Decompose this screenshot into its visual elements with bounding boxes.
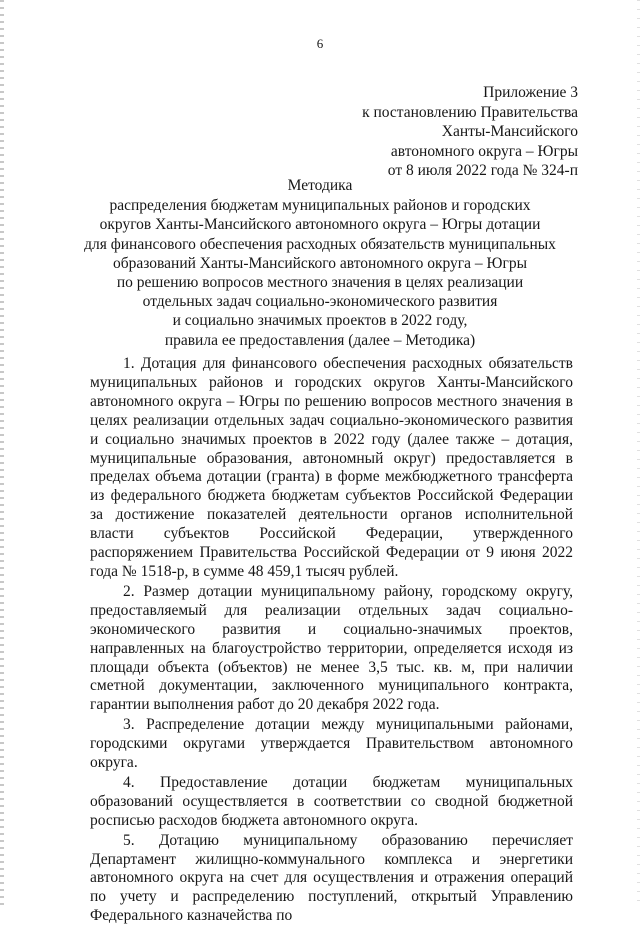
title-line: по решению вопросов местного значения в целях реализации [116,274,524,292]
appendix-line: от 8 июля 2022 года № 324-п [387,162,578,179]
paragraph-2: 2. Размер дотации муниципальному району, городскому округу, предоставляемый для реализации отдельных задач социально-экономического развития и социально-значимых проектов, направленных на благоустройство территории, определяется исходя из площади объекта (объектов) не менее 3,5 тыс. кв. м, при наличии сметной документации, заключенного муниципального контракта, гарантии выполнения работ до 20 декабря 2022 года. [90,582,573,714]
page-number: 6 [316,36,324,51]
document-title: Методика [287,177,353,194]
paragraph-3: 3. Распределение дотации между муниципальными районами, городскими округами утверждается Правительством автономного округа. [90,716,573,772]
appendix-line: Ханты-Мансийского [441,123,578,140]
document-title-block [60,176,580,350]
title-line: для финансового обеспечения расходных обязательств муниципальных [84,235,556,253]
appendix-block [362,83,578,181]
scan-edge-left [0,0,4,905]
appendix-line: Приложение 3 [483,84,578,101]
appendix-line: автономного округа – Югры [390,142,578,160]
body-text [90,355,573,927]
appendix-line: к постановлению Правительства [362,103,578,121]
title-line: и социально значимых проектов в 2022 году, [172,312,468,330]
paragraph-1: 1. Дотация для финансового обеспечения расходных обязательств муниципальных районов и городских округов Ханты-Мансийского автономного округа – Югры по решению вопросов местного значения в целях реализации отдельных задач социально-экономического развития и социально значимых проектов в 2022 году (далее также – дотация, муниципальные образования, автономный округ) предоставляется в пределах объема дотации (гранта) в форме межбюджетного трансферта из федерального бюджета бюджетам субъектов Российской Федерации за достижение показателей деятельности органов исполнительной власти субъектов Российской Федерации, утвержденного распоряжением Правительства Российской Федерации от 9 июня 2022 года № 1518-р, в сумме 48 459,1 тысяч рублей. [90,355,573,580]
paragraph-4: 4. Предоставление дотации бюджетам муниципальных образований осуществляется в соответствии со сводной бюджетной росписью расходов бюджета автономного округа. [90,773,573,829]
title-line: отдельных задач социально-экономического развития [142,293,498,311]
title-line: распределения бюджетам муниципальных районов и городских [109,197,531,215]
title-line: правила ее предоставления (далее – Методика) [164,331,476,349]
paragraph-5: 5. Дотацию муниципальному образованию перечисляет Департамент жилищно-коммунального комплекса и энергетики автономного округа на счет для осуществления и отражения операций по учету и распределению поступлений, открытый Управлению Федерального казначейства по [90,831,573,925]
title-line: образований Ханты-Мансийского автономного округа – Югры [112,254,527,272]
title-line: округов Ханты-Мансийского автономного округа – Югры дотации [99,216,541,234]
